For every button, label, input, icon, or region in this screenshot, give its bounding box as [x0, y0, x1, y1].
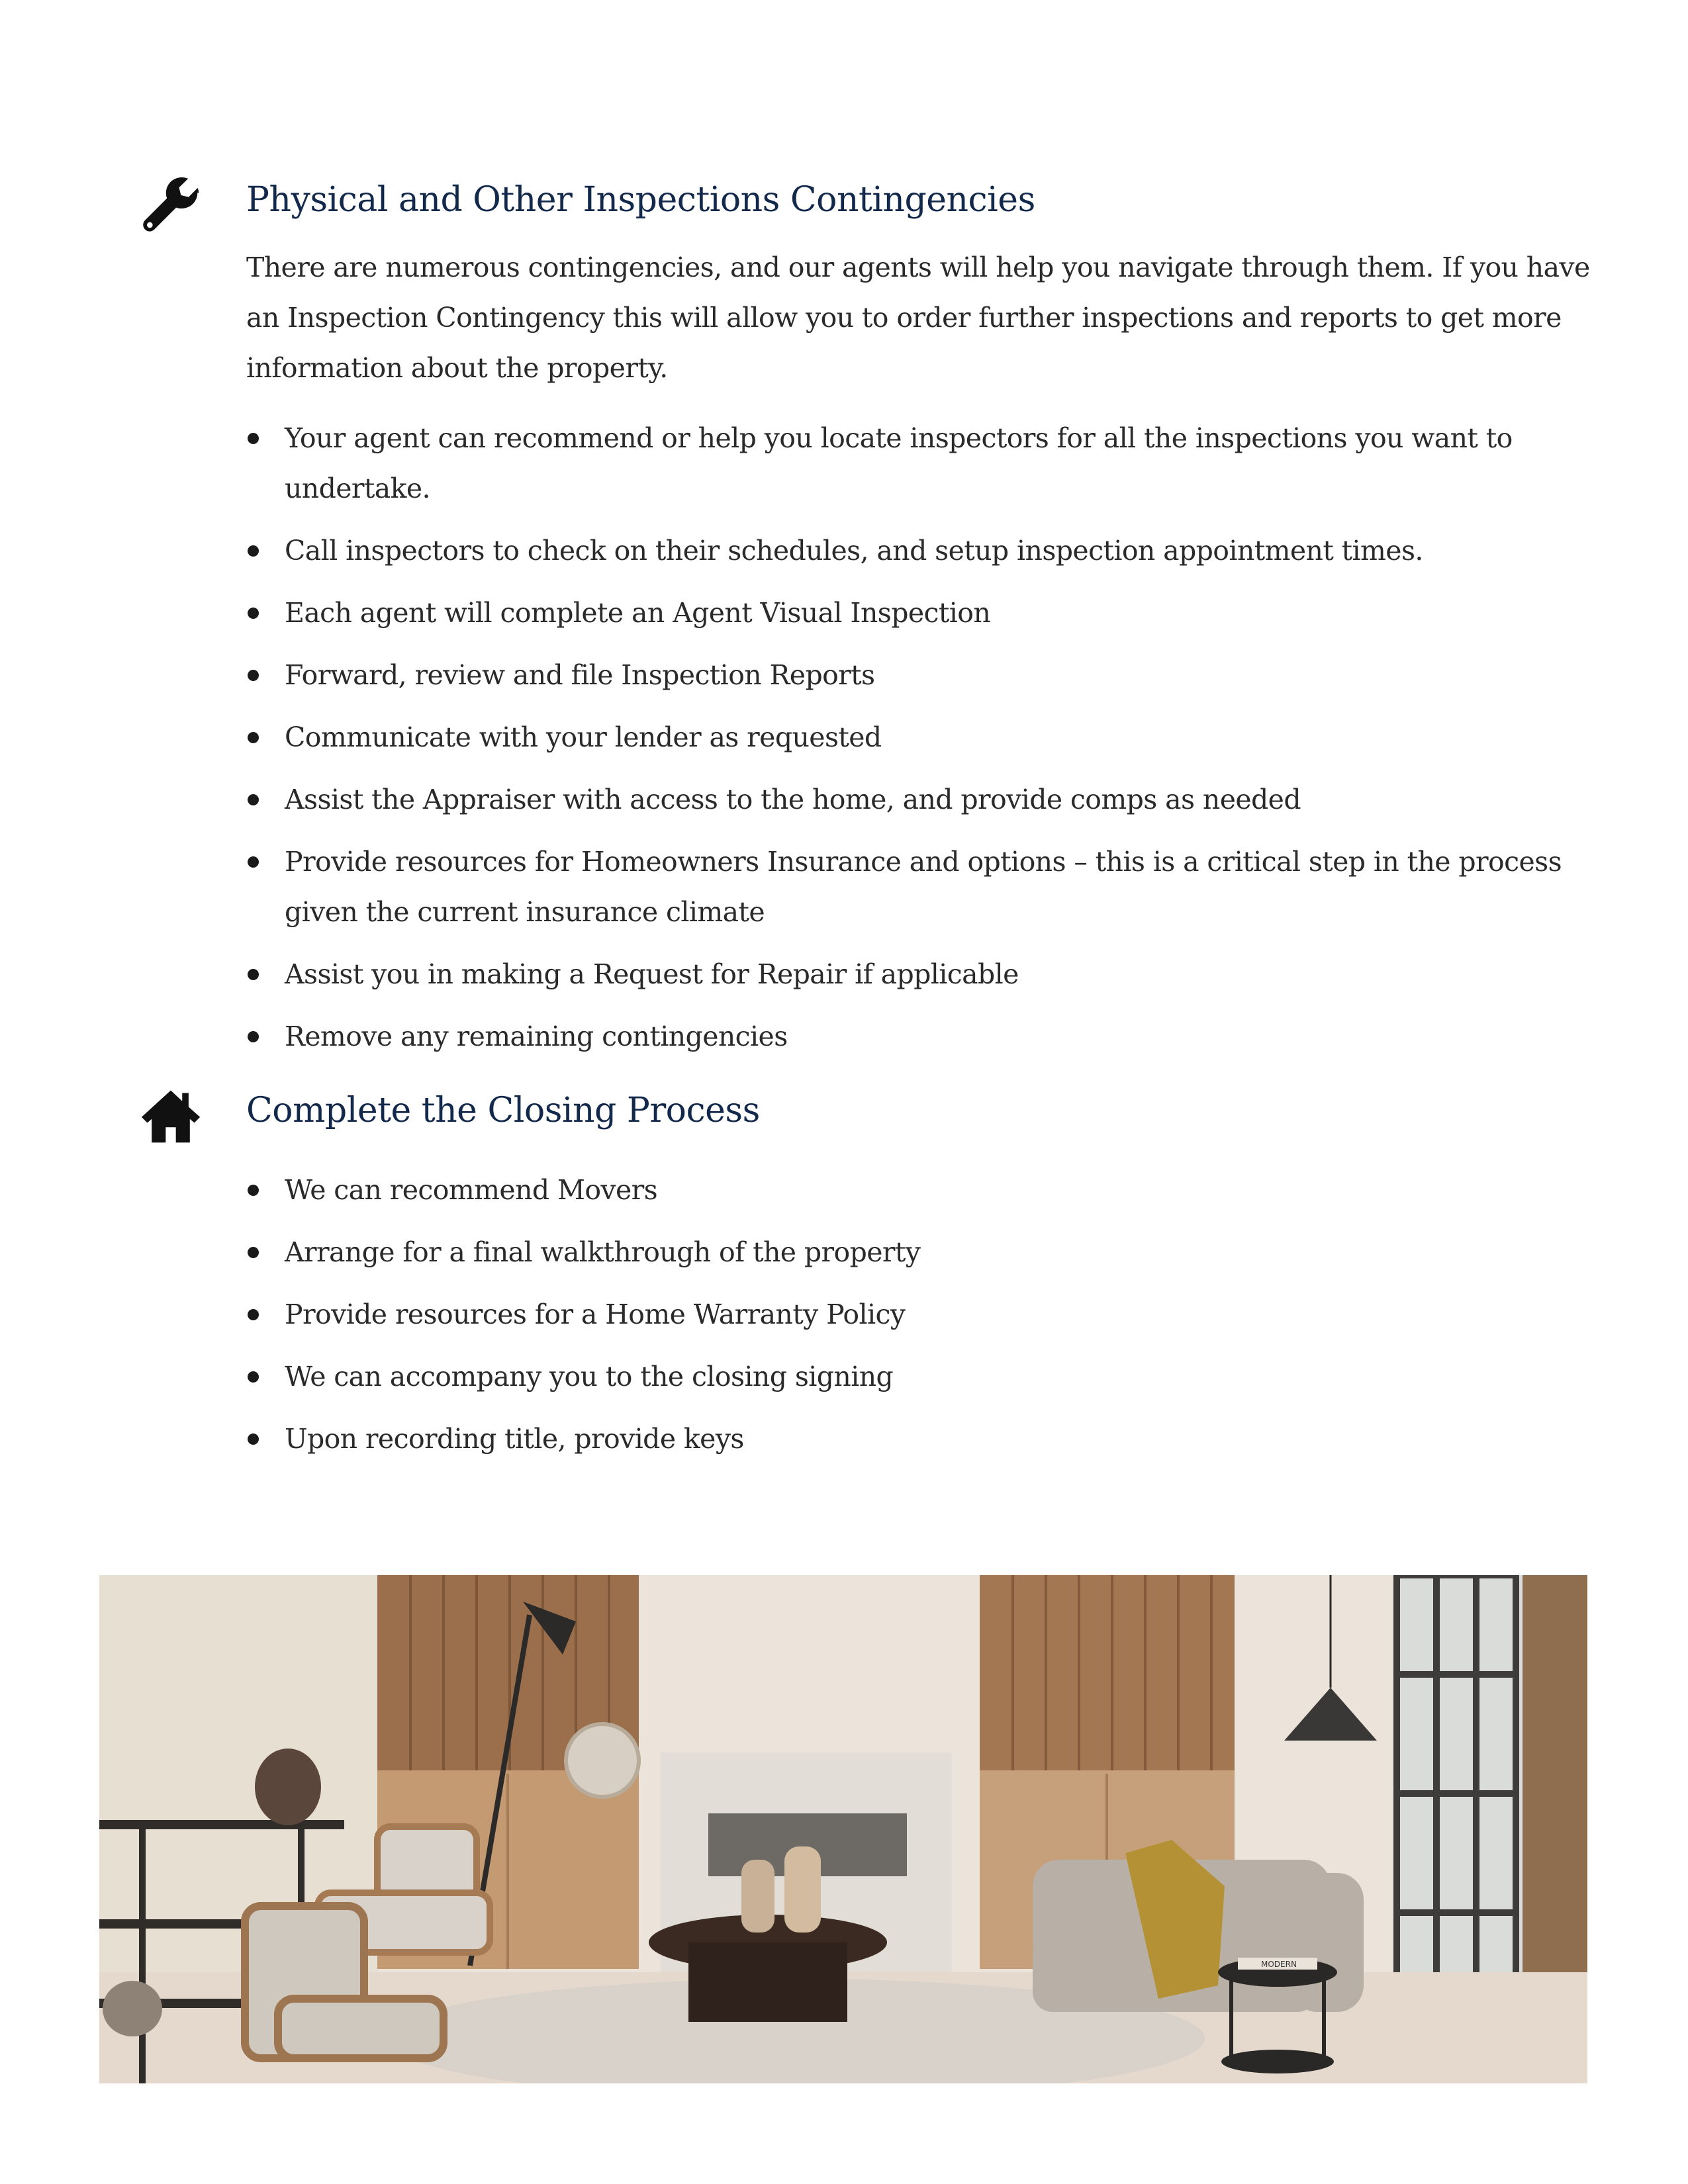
- list-item: [246, 413, 1590, 514]
- list-item: [246, 774, 1590, 825]
- list-item-text: We can recommend Movers: [285, 1174, 658, 1206]
- list-item-text: Provide resources for Homeowners Insurance and options – this is a critical step in the process given the current insurance climate: [285, 846, 1562, 928]
- list-item: [246, 949, 1590, 999]
- list-item-text: Upon recording title, provide keys: [285, 1423, 744, 1455]
- home-icon: [139, 1084, 203, 1148]
- bullet-icon: [248, 545, 259, 557]
- list-item-text: Assist the Appraiser with access to the home, and provide comps as needed: [285, 784, 1301, 815]
- bullet-icon: [248, 608, 259, 619]
- bullet-icon: [248, 1309, 259, 1320]
- list-item: [246, 1414, 1590, 1464]
- list-item: [246, 712, 1590, 762]
- bullet-icon: [248, 969, 259, 980]
- list-item-text: Each agent will complete an Agent Visual Inspection: [285, 597, 991, 629]
- section-heading: Complete the Closing Process: [246, 1091, 760, 1130]
- list-item: [246, 588, 1590, 638]
- bullet-icon: [248, 670, 259, 681]
- section-heading: Physical and Other Inspections Contingencies: [246, 180, 1035, 220]
- list-item: [246, 837, 1590, 937]
- list-item-text: Communicate with your lender as requested: [285, 721, 882, 753]
- list-item: [246, 1227, 1590, 1277]
- list-item: [246, 1165, 1590, 1215]
- bullet-icon: [248, 1031, 259, 1042]
- bullet-icon: [248, 1247, 259, 1258]
- list-item: [246, 650, 1590, 700]
- bullet-icon: [248, 794, 259, 805]
- bullet-icon: [248, 1185, 259, 1196]
- list-item: [246, 525, 1590, 576]
- list-item-text: We can accompany you to the closing signing: [285, 1361, 894, 1392]
- section-intro: There are numerous contingencies, and our agents will help you navigate through them. If you have an Inspection Contingency this will allow you to order further inspections and reports to get more information about the property.: [246, 251, 1590, 384]
- list-item-text: Arrange for a final walkthrough of the property: [285, 1236, 921, 1268]
- list-item-text: Remove any remaining contingencies: [285, 1021, 788, 1052]
- wrench-icon: [139, 177, 203, 241]
- list-item-text: Forward, review and file Inspection Reports: [285, 659, 875, 691]
- bullet-icon: [248, 1433, 259, 1445]
- list-item: [246, 1351, 1590, 1402]
- list-item-text: Your agent can recommend or help you locate inspectors for all the inspections you want to undertake.: [285, 422, 1513, 504]
- bullet-icon: [248, 732, 259, 743]
- bullet-icon: [248, 856, 259, 868]
- list-item-text: Call inspectors to check on their schedules, and setup inspection appointment times.: [285, 535, 1423, 567]
- list-item-text: Assist you in making a Request for Repair if applicable: [285, 958, 1019, 990]
- bullet-icon: [248, 433, 259, 444]
- list-item-text: Provide resources for a Home Warranty Policy: [285, 1298, 906, 1330]
- closing-list: [246, 1165, 1590, 1476]
- inspection-list: [246, 413, 1590, 1073]
- book-label: MODERN: [1261, 1960, 1297, 1969]
- list-item: [246, 1011, 1590, 1062]
- bullet-icon: [248, 1371, 259, 1383]
- list-item: [246, 1289, 1590, 1340]
- living-room-interior-photo: [99, 1575, 1587, 2083]
